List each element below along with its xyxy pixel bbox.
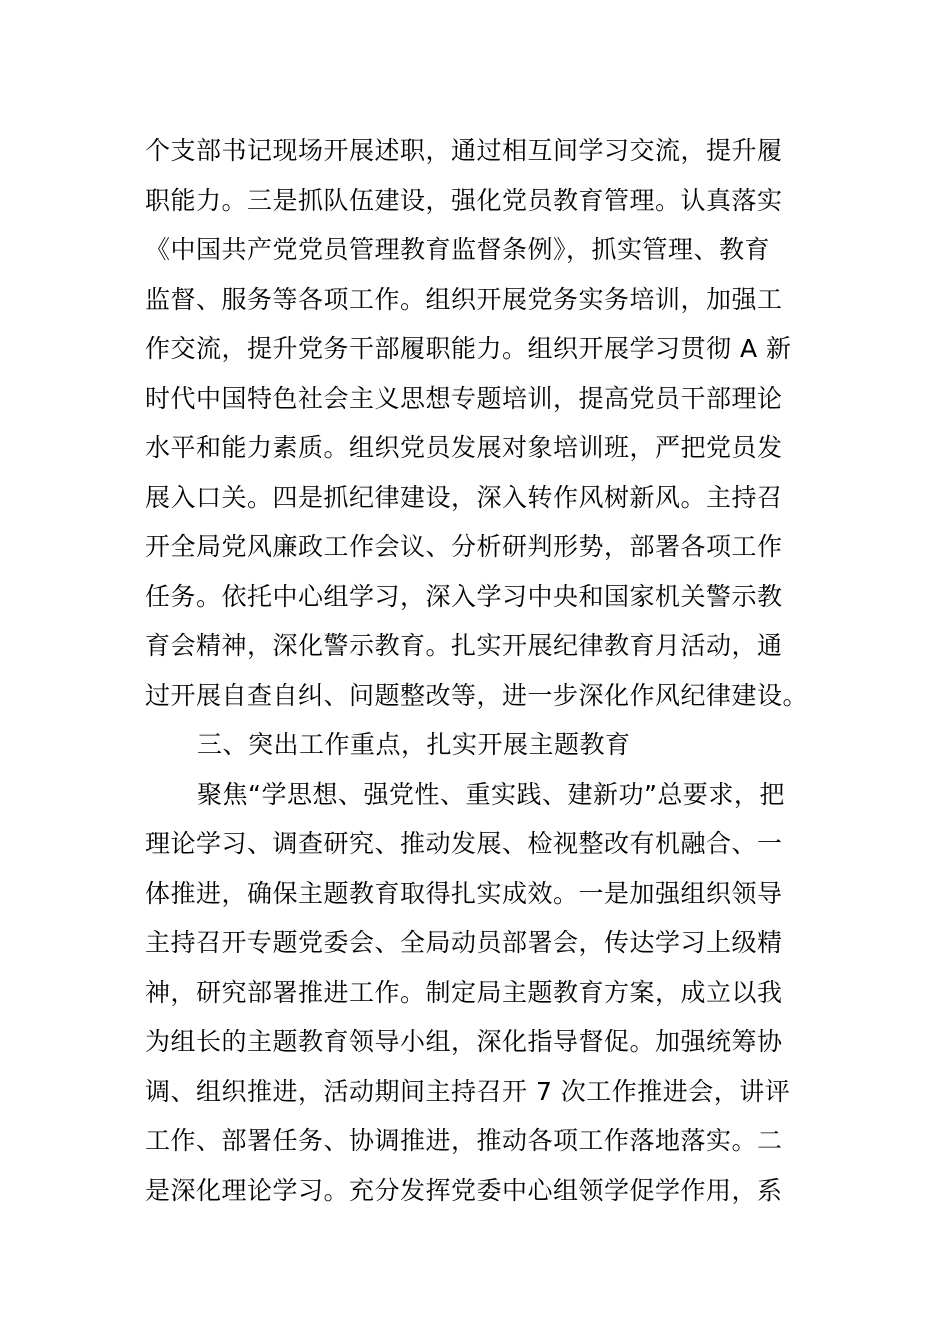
paragraph-line: 神，研究部署推进工作。制定局主题教育方案，成立以我 bbox=[145, 977, 783, 1007]
text-line: 育会精神，深化警示教育。扎实开展纪律教育月活动，通 bbox=[145, 631, 783, 660]
text-line: 过开展自查自纠、问题整改等，进一步深化作风纪律建设。 bbox=[145, 680, 809, 710]
paragraph-line: 工作、部署任务、协调推进，推动各项工作落地落实。二 bbox=[145, 1126, 783, 1155]
paragraph-line: 理论学习、调查研究、推动发展、检视整改有机融合、一 bbox=[145, 829, 783, 858]
paragraph-line: 聚焦“学思想、强党性、重实践、建新功”总要求，把 bbox=[197, 779, 785, 809]
text-line: 任务。依托中心组学习，深入学习中央和国家机关警示教 bbox=[145, 581, 783, 611]
text-line: 个支部书记现场开展述职，通过相互间学习交流，提升履 bbox=[145, 136, 783, 165]
paragraph-line: 为组长的主题教育领导小组，深化指导督促。加强统筹协 bbox=[145, 1027, 783, 1056]
text-line: 《中国共产党党员管理教育监督条例》，抓实管理、教育 bbox=[145, 235, 771, 264]
text-line: 时代中国特色社会主义思想专题培训，提高党员干部理论 bbox=[145, 383, 783, 413]
text-line: 水平和能力素质。组织党员发展对象培训班，严把党员发 bbox=[145, 433, 783, 462]
paragraph-line: 调、组织推进，活动期间主持召开 7 次工作推进会，讲评 bbox=[145, 1076, 791, 1106]
body-text bbox=[145, 126, 815, 1215]
paragraph-line: 主持召开专题党委会、全局动员部署会，传达学习上级精 bbox=[145, 928, 783, 957]
section-heading: 三、突出工作重点，扎实开展主题教育 bbox=[197, 730, 631, 759]
text-line: 开全局党风廉政工作会议、分析研判形势，部署各项工作 bbox=[145, 532, 783, 561]
text-line: 展入口关。四是抓纪律建设，深入转作风树新风。主持召 bbox=[145, 482, 783, 512]
paragraph-line: 体推进，确保主题教育取得扎实成效。一是加强组织领导 bbox=[145, 878, 783, 908]
paragraph-line: 是深化理论学习。充分发挥党委中心组领学促学作用，系 bbox=[145, 1175, 783, 1205]
text-line: 职能力。三是抓队伍建设，强化党员教育管理。认真落实 bbox=[145, 185, 783, 215]
text-line: 作交流，提升党务干部履职能力。组织开展学习贯彻 A 新 bbox=[145, 334, 792, 363]
text-line: 监督、服务等各项工作。组织开展党务实务培训，加强工 bbox=[145, 284, 783, 314]
